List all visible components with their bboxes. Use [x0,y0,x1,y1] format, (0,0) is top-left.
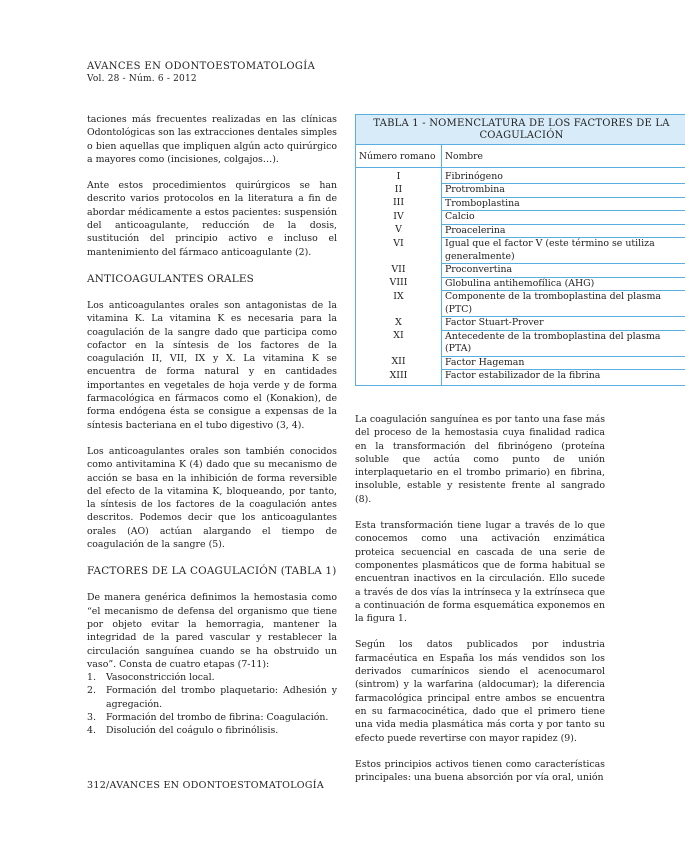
paragraph: La coagulación sanguínea es por tanto una fase más del proceso de la hemostasia cuya finalidad radica en la transformación del fibrinógeno (proteína soluble que actúa como punto de unión interplaquetario en el trombo primario) en fibrina, insoluble, estable y resistente frente al sangrado (8). [355,414,605,505]
list-item: 4. Disolución del coágulo o fibrinólisis. [87,725,279,737]
table-row: I Fibrinógeno [356,167,685,184]
table-row: XIII Factor estabilizador de la fibrina [356,370,685,385]
table-row: III Tromboplastina [356,197,685,211]
table-title: TABLA 1 - NOMENCLATURA DE LOS FACTORES DE LA COAGULACIÓN [356,115,685,145]
paragraph: Los anticoagulantes orales son también conocidos como antivitamina K (4) dado que su mecanismo de acción se basa en la inhibición de forma reversible del efecto de la vitamina K, bloqueando, por tanto, la síntesis de los factores de la coagulación antes descritos. Podemos decir que los anticoagulantes orales (AO) actúan alargando el tiempo de coagulación de la sangre (5). [87,445,337,551]
table-row: X Factor Stuart-Prover [356,317,685,331]
list-item: 1. Vasoconstricción local. [87,672,215,684]
paragraph: Según los datos publicados por industria farmacéutica en España los más vendidos son los derivados cumarínicos siendo el acenocumarol (sintrom) y la warfarina (aldocumar); la diferencia farmacológica principal entre ambos se encuentra en su farmacocinética, dado que el primero tiene una vida media plasmática más corta y por tanto su efecto puede revertirse con mayor rapidez (9). [355,639,605,744]
journal-title: AVANCES EN ODONTOESTOMATOLOGÍA [87,61,316,72]
page-header [87,60,315,86]
steps-list [87,671,337,737]
table-row: V Proacelerina [356,224,685,238]
paragraph: taciones más frecuentes realizadas en las clínicas Odontológicas son las extracciones dentales simples o bien aquellas que impliquen algún acto quirúrgico a mayores como (incisiones, colgajos…). [87,114,337,165]
paragraph: Estos principios activos tienen como características principales: una buena absorción por vía oral, unión [355,758,605,784]
table-row: VIII Globulina antihemofílica (AHG) [356,277,685,291]
table-row: IX Componente de la tromboplastina del plasma (PTC) [356,291,685,317]
table-row: XI Antecedente de la tromboplastina del plasma (PTA) [356,330,685,356]
table-row: II Protrombina [356,184,685,198]
paragraph: De manera genérica definimos la hemostasia como “el mecanismo de defensa del organismo que tiene por objeto evitar la hemorragia, mantener la integridad de la pared vascular y restablecer la circulación sanguínea cuando se ha obstruido un vaso”. Consta de cuatro etapas (7-11): [87,592,337,670]
section-heading-anticoagulantes: ANTICOAGULANTES ORALES [87,272,254,285]
table-row: IV Calcio [356,211,685,225]
list-item: 3. Formación del trombo de fibrina: Coagulación. [87,711,329,723]
table-row: XII Factor Hageman [356,356,685,370]
section-heading-factores: FACTORES DE LA COAGULACIÓN (TABLA 1) [87,565,337,578]
table-row: VI Igual que el factor V (este término se utiliza generalmente) [356,238,685,264]
paragraph: Ante estos procedimientos quirúrgicos se han descrito varios protocolos en la literatura a fin de abordar médicamente a estos pacientes: suspensión del anticoagulante, reducción de la dosis, sustitución del principio activo e incluso el mantenimiento del fármaco anticoagulante (2). [87,180,337,258]
page-footer: 312/AVANCES EN ODONTOESTOMATOLOGÍA [87,780,324,791]
volume-info: Vol. 28 - Núm. 6 - 2012 [87,74,197,84]
left-column [87,113,337,738]
column-header: Número romano [356,145,442,167]
paragraph: Esta transformación tiene lugar a través de lo que conocemos como una activación enzimática proteica secuencial en cascada de una serie de componentes plasmáticos que de forma habitual se encuentran inactivos en la circulación. Ello sucede a través de dos vías la intrínseca y la extrínseca que a continuación de forma esquemática exponemos en la figura 1. [355,520,605,625]
right-column [355,413,605,797]
list-item: 2. Formación del trombo plaquetario: Adhesión y agregación. [87,685,337,710]
paragraph: Los anticoagulantes orales son antagonistas de la vitamina K. La vitamina K es necesaria para la coagulación de la sangre dado que participa como cofactor en la síntesis de los factores de la coagulación II, VII, IX y X. La vitamina K se encuentra de forma natural y en cantidades importantes en vegetales de hoja verde y de forma farmacológica en fármacos como el (Konakion), de forma endógena ésta se consigue a expensas de la síntesis bacteriana en el tubo digestivo (3, 4). [87,299,337,431]
table-row: VII Proconvertina [356,264,685,278]
coagulation-factors-table [355,114,685,386]
column-header: Nombre [442,145,685,167]
